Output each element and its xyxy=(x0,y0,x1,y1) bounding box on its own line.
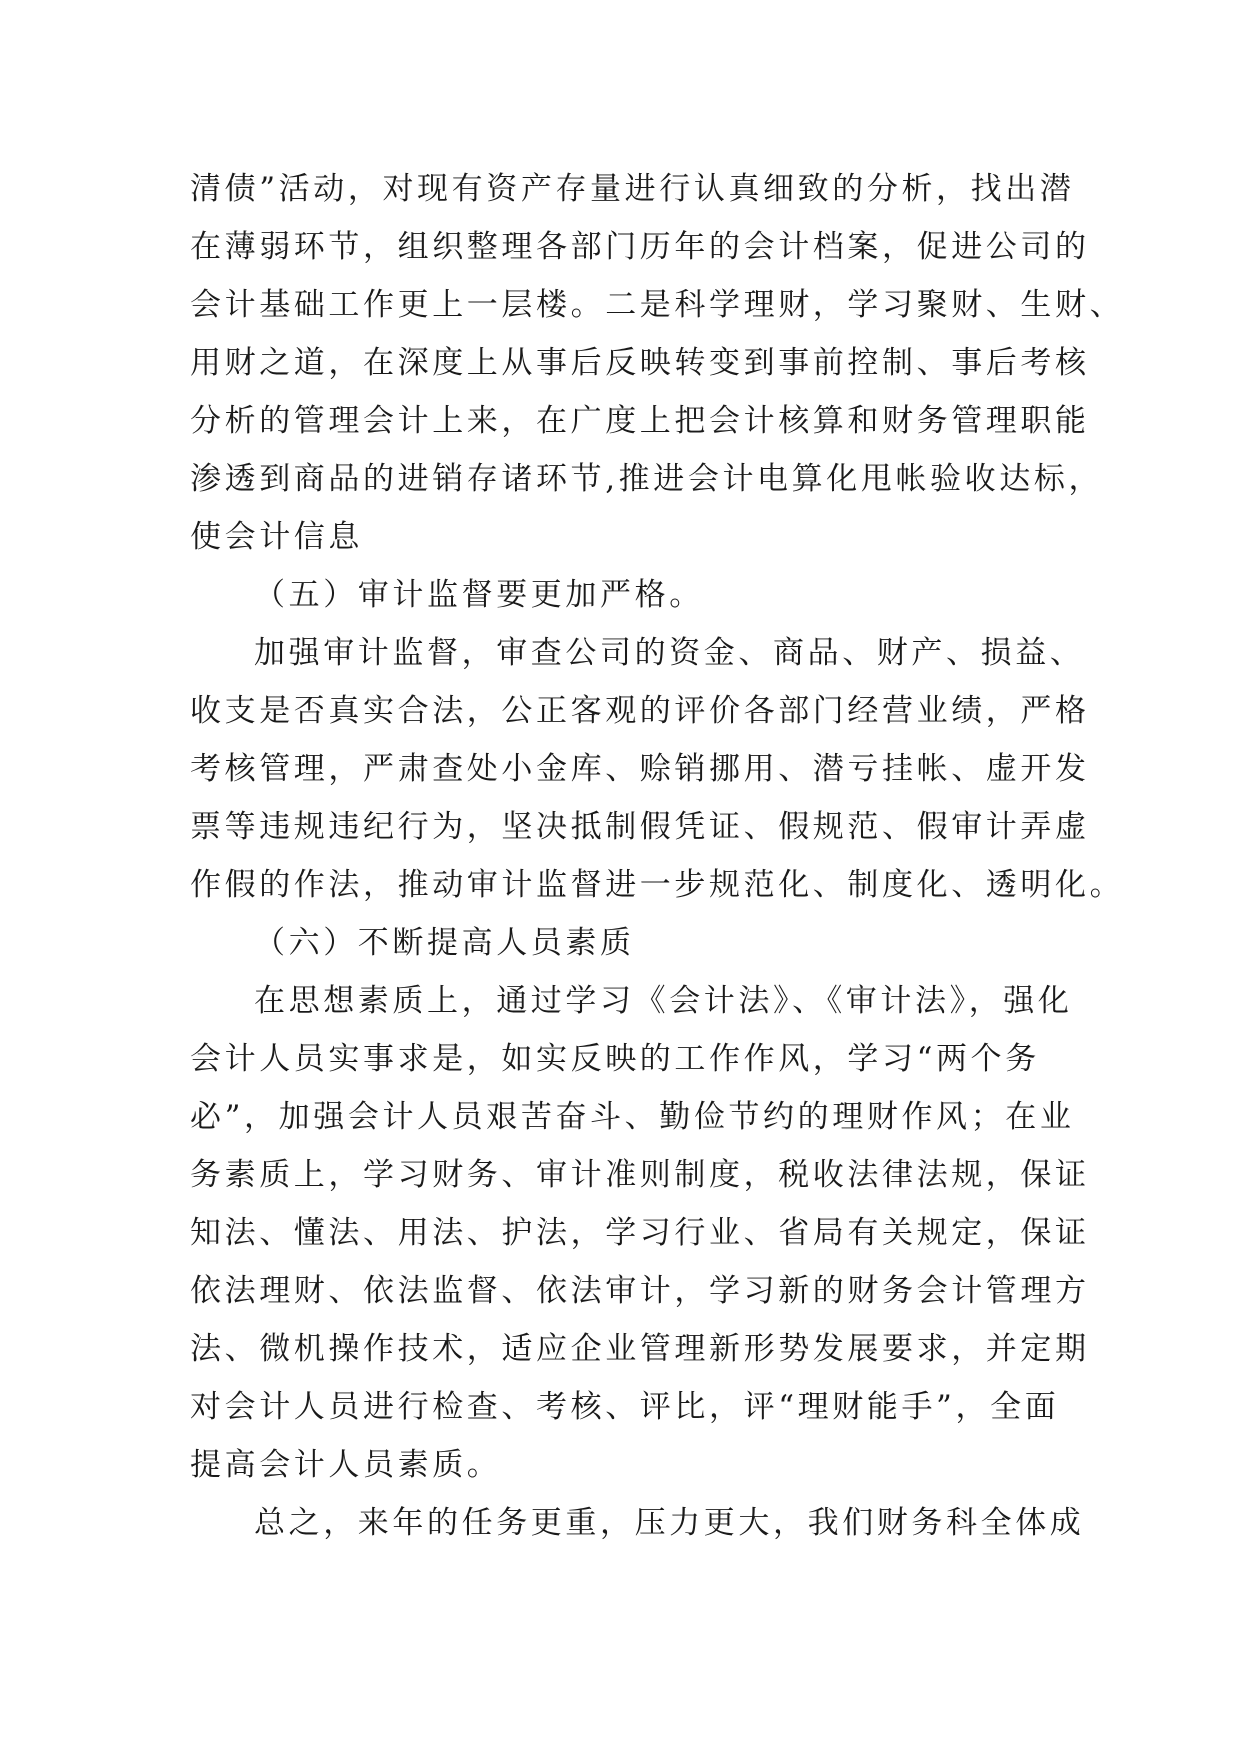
paragraph-first-line: 在思想素质上，通过学习《会计法》、《审计法》，强化 xyxy=(254,983,1073,1019)
text-line: 法、微机操作技术，适应企业管理新形势发展要求，并定期 xyxy=(190,1331,1090,1367)
text-line: 用财之道，在深度上从事后反映转变到事前控制、事后考核 xyxy=(190,345,1090,381)
text-line: 清债”活动，对现有资产存量进行认真细致的分析，找出潜 xyxy=(190,171,1075,207)
text-line: 会计人员实事求是，如实反映的工作作风，学习“两个务 xyxy=(190,1041,1040,1077)
text-line: 对会计人员进行检查、考核、评比，评“理财能手”，全面 xyxy=(190,1389,1060,1425)
section-heading: （六）不断提高人员素质 xyxy=(254,925,635,961)
text-line: 收支是否真实合法，公正客观的评价各部门经营业绩，严格 xyxy=(190,693,1090,729)
text-line: 渗透到商品的进销存诸环节,推进会计电算化甩帐验收达标， xyxy=(190,461,1104,497)
text-line: 会计基础工作更上一层楼。二是科学理财，学习聚财、生财、 xyxy=(190,287,1125,323)
text-line: 务素质上，学习财务、审计准则制度，税收法律法规，保证 xyxy=(190,1157,1090,1193)
document-body xyxy=(190,160,1125,1552)
text-line: 票等违规违纪行为，坚决抵制假凭证、假规范、假审计弄虚 xyxy=(190,809,1090,845)
text-line: 知法、懂法、用法、护法，学习行业、省局有关规定，保证 xyxy=(190,1215,1090,1251)
text-line: 在薄弱环节，组织整理各部门历年的会计档案，促进公司的 xyxy=(190,229,1090,265)
text-line: 使会计信息 xyxy=(190,519,363,555)
text-line: 提高会计人员素质。 xyxy=(190,1447,502,1483)
section-heading: （五）审计监督要更加严格。 xyxy=(254,577,704,613)
text-line: 必”，加强会计人员艰苦奋斗、勤俭节约的理财作风；在业 xyxy=(190,1099,1075,1135)
text-line: 分析的管理会计上来，在广度上把会计核算和财务管理职能 xyxy=(190,403,1090,439)
paragraph-first-line: 加强审计监督，审查公司的资金、商品、财产、损益、 xyxy=(254,635,1085,671)
text-line: 考核管理，严肃查处小金库、赊销挪用、潜亏挂帐、虚开发 xyxy=(190,751,1090,787)
text-line: 作假的作法，推动审计监督进一步规范化、制度化、透明化。 xyxy=(190,867,1125,903)
text-line: 依法理财、依法监督、依法审计，学习新的财务会计管理方 xyxy=(190,1273,1090,1309)
paragraph-first-line: 总之，来年的任务更重，压力更大，我们财务科全体成 xyxy=(254,1505,1085,1541)
